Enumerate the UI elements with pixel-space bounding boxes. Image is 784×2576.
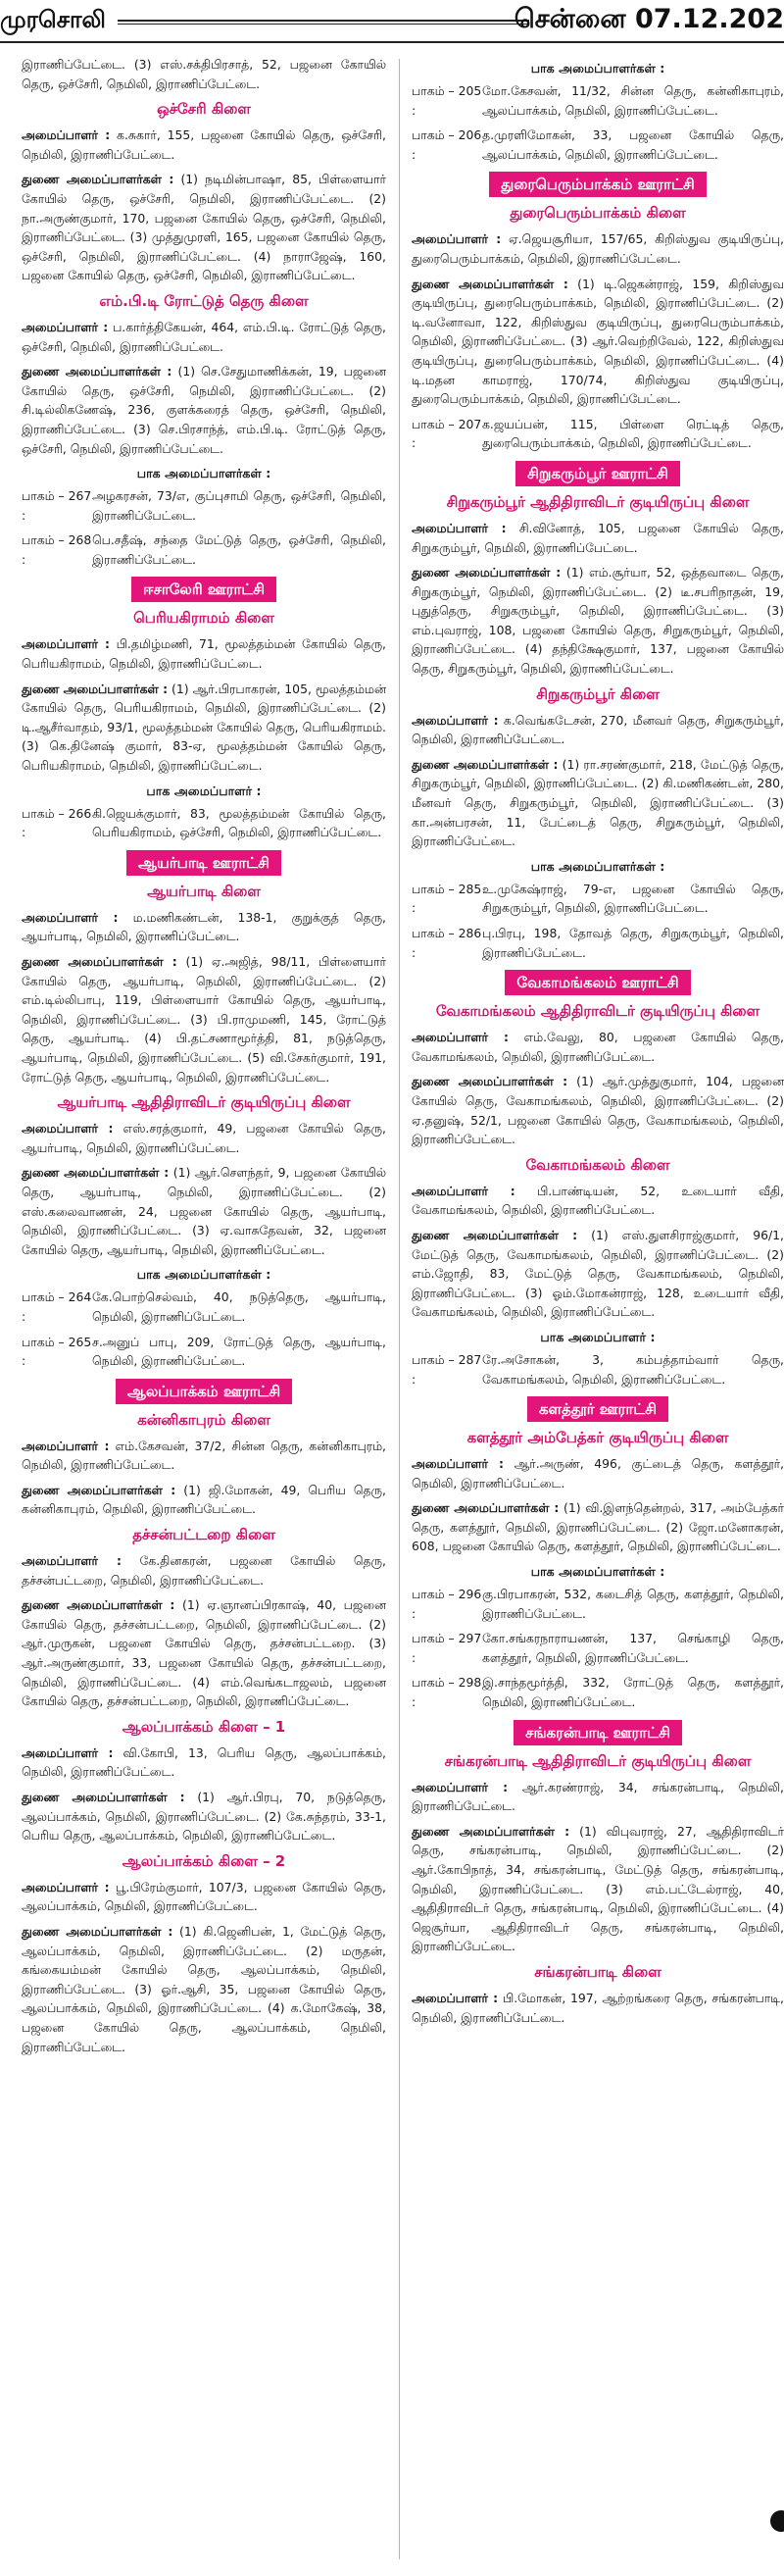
- list-entry: [22, 1788, 386, 1845]
- entry-label: அமைப்பாளர் :: [412, 1456, 504, 1472]
- entry-label: துணை அமைப்பாளர்கள் :: [22, 954, 177, 969]
- list-entry: [412, 519, 784, 557]
- entry-text: (1) டி.ஜெகன்ராஜ், 159, கிறிஸ்துவ குடியிருப்பு, துரைபெரும்பாக்கம், நெமிலி, இராணிப்பேட்டை. (2) டி.வனோவா, 122, கிறிஸ்துவ குடியிருப்பு, துரைபெரும்பாக்கம், நெமிலி, இராணிப்பேட்டை. (3) ஆர்.வெற்றிவேல், 122, கிறிஸ்துவ குடியிருப்பு, துரைபெரும்பாக்கம், நெமிலி, இராணிப்பேட்டை. (4) டி.மதன காமராஜ், 170/74, கிறிஸ்துவ குடியிருப்பு, துரைபெரும்பாக்கம், நெமிலி, இராணிப்பேட்டை.: [412, 276, 784, 407]
- bagam-number: பாகம் – 266 :: [22, 805, 92, 840]
- list-entry: [22, 1922, 386, 2056]
- branch-heading: ஒச்சேரி கிளை: [157, 100, 251, 119]
- entry-text: ஆர்.அருண், 496, குட்டைத் தெரு, களத்தூர், நெமிலி, இராணிப்பேட்டை.: [412, 1456, 784, 1490]
- entry-text: ப.கார்த்திகேயன், 464, எம்.பி.டி. ரோட்டுத் தெரு, ஒச்சேரி, நெமிலி, இராணிப்பேட்டை.: [22, 319, 386, 354]
- branch-heading: வேகாமங்கலம் கிளை: [525, 1155, 670, 1174]
- entry-text: (1) ஆர்.முத்துகுமார், 104, பஜனை கோயில் தெரு, வேகாமங்கலம், நெமிலி, இராணிப்பேட்டை. (2) ஏ.தனுஷ், 52/1, பஜனை கோயில் தெரு, வேகாமங்கலம், நெமிலி, இராணிப்பேட்டை.: [412, 1074, 784, 1147]
- panchayat-banner-label: ஈசாலேரி ஊராட்சி: [131, 577, 276, 602]
- entry-text: (1) ஆர்.பிரபு, 70, நடுத்தெரு, ஆலப்பாக்கம், நெமிலி, இராணிப்பேட்டை. (2) கே.சுந்தரம், 33-1, பெரிய தெரு, ஆலப்பாக்கம், நெமிலி, இராணிப்பேட்டை.: [22, 1790, 386, 1844]
- branch-heading: ஆயர்பாடி ஆதிதிராவிடர் குடியிருப்பு கிளை: [57, 1093, 351, 1112]
- entry-label: துணை அமைப்பாளர்கள் :: [22, 1790, 185, 1804]
- bagam-number: பாகம் – 297 :: [412, 1631, 482, 1665]
- entry-label: துணை அமைப்பாளர்கள் :: [22, 1165, 170, 1181]
- entry-text: எம்.வேலு, 80, பஜனை கோயில் தெரு, வேகாமங்கலம், நெமிலி, இராணிப்பேட்டை.: [412, 1030, 784, 1064]
- entry-text: வி.கோபி, 13, பெரிய தெரு, ஆலப்பாக்கம், நெமிலி, இராணிப்பேட்டை.: [22, 1744, 386, 1780]
- list-entry: [22, 55, 386, 93]
- bagam-number: பாகம் – 268 :: [22, 532, 92, 567]
- bagam-text: ச.அனுப் பாபு, 209, ரோட்டுத் தெரு, ஆயர்பாடி, நெமிலி, இராணிப்பேட்டை.: [92, 1334, 386, 1369]
- masthead: [0, 0, 784, 43]
- bagam-text: கி.ஜெயக்குமார், 83, மூலத்தம்மன் கோயில் தெரு, பெரியகிராமம், ஒச்சேரி, நெமிலி, இராணிப்பேட்டை.: [92, 805, 386, 840]
- entry-label: துணை அமைப்பாளர்கள் :: [22, 364, 172, 379]
- entry-label: அமைப்பாளர் :: [22, 1121, 114, 1136]
- branch-heading: ஆயர்பாடி கிளை: [147, 882, 261, 900]
- left-column: [22, 55, 386, 2565]
- branch-heading: கன்னிகாபுரம் கிளை: [137, 1410, 270, 1429]
- panchayat-banner-label: வேகாமங்கலம் ஊராட்சி: [505, 970, 690, 995]
- entry-label: துணை அமைப்பாளர்கள் :: [412, 1823, 570, 1839]
- entry-label: அமைப்பாளர் :: [22, 319, 109, 334]
- entry-label: அமைப்பாளர் :: [412, 1779, 509, 1794]
- entry-text: சி.வினோத், 105, பஜனை கோயில் தெரு, சிறுகரும்பூர், நெமிலி, இராணிப்பேட்டை.: [412, 520, 784, 555]
- bagam-text: பு.பிரபு, 198, தோவத் தெரு, சிறுகரும்பூர், நெமிலி, இராணிப்பேட்டை.: [482, 926, 784, 960]
- list-entry: [412, 1498, 784, 1556]
- bagam-entry: [412, 81, 784, 120]
- panchayat-banner-label: களத்தூர் ஊராட்சி: [527, 1396, 668, 1422]
- list-entry: [412, 711, 784, 749]
- panchayat-banner: [22, 1379, 386, 1404]
- section-subheading: பாக அமைப்பாளர்கள் :: [530, 61, 665, 76]
- bagam-entry: [412, 924, 784, 962]
- panchayat-banner: [412, 1720, 784, 1745]
- branch-heading: ஆலப்பாக்கம் கிளை – 1: [122, 1717, 286, 1736]
- bagam-number: பாகம் – 264 :: [22, 1289, 92, 1324]
- bagam-number: பாகம் – 207 :: [412, 416, 482, 451]
- entry-label: அமைப்பாளர் :: [412, 1030, 509, 1045]
- newspaper-title: முரசொலி: [0, 6, 106, 33]
- branch-heading: களத்தூர் அம்பேத்கர் குடியிருப்பு கிளை: [466, 1429, 729, 1447]
- bagam-text: ரே.அசோகன், 3, கம்பத்தாம்வார் தெரு, வேகாமங்கலம், நெமிலி, இராணிப்பேட்டை.: [482, 1351, 784, 1387]
- bagam-number: பாகம் – 287 :: [412, 1351, 482, 1387]
- entry-text: (1) ஆர்.சௌந்தர், 9, பஜனை கோயில் தெரு, ஆயர்பாடி, நெமிலி, இராணிப்பேட்டை. (2) எஸ்.கலைவாணன், 24, பஜனை கோயில் தெரு, ஆயர்பாடி, நெமிலி, இராணிப்பேட்டை. (3) ஏ.வாசுதேவன், 32, பஜனை கோயில் தெரு, ஆயர்பாடி, நெமிலி, இராணிப்பேட்டை.: [22, 1165, 386, 1257]
- entry-text: இராணிப்பேட்டை. (3) எஸ்.சக்திபிரசாத், 52, பஜனை கோயில் தெரு, ஒச்சேரி, நெமிலி, இராணிப்பேட்டை.: [22, 57, 386, 91]
- list-entry: [22, 952, 386, 1086]
- bagam-text: இ.சாந்தமூர்த்தி, 332, ரோட்டுத் தெரு, களத்தூர், நெமிலி, இராணிப்பேட்டை.: [482, 1675, 784, 1710]
- panchayat-banner-label: ஆலப்பாக்கம் ஊராட்சி: [116, 1379, 292, 1404]
- section-subheading: பாக அமைப்பாளர் :: [540, 1329, 656, 1344]
- branch-heading: சங்கரன்பாடி கிளை: [534, 1962, 662, 1981]
- entry-label: துணை அமைப்பாளர்கள் :: [412, 1227, 578, 1242]
- panchayat-banner: [412, 461, 784, 486]
- bagam-entry: [22, 530, 386, 569]
- list-entry: [22, 170, 386, 285]
- entry-text: (1) வி.இளந்தென்றல், 317, அம்பேத்கர் தெரு, களத்தூர், நெமிலி, இராணிப்பேட்டை. (2) ஜோ.மனோகரன், 608, பஜனை கோயில் தெரு, களத்தூர், நெமிலி, இராணிப்பேட்டை.: [412, 1500, 784, 1554]
- bagam-number: பாகம் – 298 :: [412, 1675, 482, 1710]
- entry-label: துணை அமைப்பாளர்கள் :: [22, 172, 174, 187]
- bagam-number: பாகம் – 265 :: [22, 1334, 92, 1369]
- entry-text: (1) ஏ.ஞானப்பிரகாஷ், 40, பஜனை கோயில் தெரு, தச்சன்பட்டறை, நெமிலி, இராணிப்பேட்டை. (2) ஆர்.முருகன், பஜனை கோயில் தெரு, தச்சன்பட்டறை. (3) ஆர்.அருண்குமார், 33, பஜனை கோயில் தெரு, தச்சன்பட்டறை, நெமிலி, இராணிப்பேட்டை. (4) எம்.வெங்கடாஜலம், பஜனை கோயில் தெரு, தச்சன்பட்டறை, நெமிலி, இராணிப்பேட்டை.: [22, 1597, 386, 1709]
- bagam-entry: [412, 1673, 784, 1711]
- bagam-number: பாகம் – 206 :: [412, 127, 482, 162]
- bagam-entry: [412, 126, 784, 164]
- panchayat-banner-label: சிறுகரும்பூர் ஊராட்சி: [515, 461, 680, 486]
- entry-text: பி.தமிழ்மணி, 71, மூலத்தம்மன் கோயில் தெரு, பெரியகிராமம், நெமிலி, இராணிப்பேட்டை.: [22, 636, 386, 672]
- bagam-text: பெ.சதீஷ், சந்தை மேட்டுத் தெரு, ஒச்சேரி, நெமிலி, இராணிப்பேட்டை.: [92, 532, 386, 567]
- section-subheading: பாக அமைப்பாளர்கள் :: [530, 858, 665, 874]
- bagam-entry: [412, 880, 784, 918]
- section-subheading: பாக அமைப்பாளர்கள் :: [136, 466, 271, 481]
- bagam-number: பாகம் – 285 :: [412, 881, 482, 916]
- bagam-entry: [412, 1629, 784, 1667]
- column-divider: [399, 59, 400, 2559]
- entry-label: அமைப்பாளர் :: [412, 1183, 515, 1198]
- panchayat-banner: [22, 850, 386, 876]
- bagam-number: பாகம் – 296 :: [412, 1587, 482, 1621]
- entry-label: துணை அமைப்பாளர்கள் :: [412, 1500, 560, 1516]
- branch-heading: சிறுகரும்பூர் கிளை: [536, 684, 660, 703]
- entry-label: துணை அமைப்பாளர்கள் :: [412, 1074, 568, 1089]
- right-column: [412, 55, 784, 2565]
- bagam-entry: [22, 1333, 386, 1371]
- list-entry: [412, 1778, 784, 1816]
- entry-text: ம.மணிகண்டன், 138-1, குறுக்குத் தெரு, ஆயர்பாடி, நெமிலி, இராணிப்பேட்டை.: [22, 909, 386, 944]
- bagam-entry: [412, 1350, 784, 1389]
- panchayat-banner-label: துரைபெரும்பாக்கம் ஊராட்சி: [489, 172, 706, 197]
- list-entry: [412, 563, 784, 679]
- bagam-text: த.முரளிமோகன், 33, பஜனை கோயில் தெரு, ஆலப்பாக்கம், நெமிலி, இராணிப்பேட்டை.: [482, 127, 784, 162]
- entry-label: அமைப்பாளர் :: [22, 1553, 122, 1569]
- entry-text: பூ.பிரேம்குமார், 107/3, பஜனை கோயில் தெரு, ஆலப்பாக்கம், நெமிலி, இராணிப்பேட்டை.: [22, 1879, 386, 1914]
- entry-text: (1) ரா.சரண்குமார், 218, மேட்டுத் தெரு, சிறுகரும்பூர், நெமிலி, இராணிப்பேட்டை. (2) கி.மணிகண்டன், 280, மீனவர் தெரு, சிறுகரும்பூர், நெமிலி, இராணிப்பேட்டை. (3) கா.அன்பரசன், 11, பேட்டைத் தெரு, சிறுகரும்பூர், நெமிலி, இராணிப்பேட்டை.: [412, 756, 784, 849]
- entry-label: அமைப்பாளர் :: [22, 127, 111, 143]
- list-entry: [22, 362, 386, 458]
- list-entry: [22, 1163, 386, 1259]
- panchayat-banner: [412, 1396, 784, 1422]
- list-entry: [412, 1989, 784, 2027]
- bagam-text: கோ.சங்கரநாராயணன், 137, செங்காழி தெரு, களத்தூர், நெமிலி, இராணிப்பேட்டை.: [482, 1631, 784, 1665]
- entry-text: (1) செ.சேதுமாணிக்கன், 19, பஜனை கோயில் தெரு, ஒச்சேரி, நெமிலி, இராணிப்பேட்டை. (2) சி.டில்லிகணேஷ், 236, குளக்கரைத் தெரு, ஒச்சேரி, நெமிலி, இராணிப்பேட்டை. (3) செ.பிரசாந்த், எம்.பி.டி. ரோட்டுத் தெரு, ஒச்சேரி, நெமிலி, இராணிப்பேட்டை.: [22, 364, 386, 456]
- bagam-number: பாகம் – 267 :: [22, 488, 92, 523]
- entry-label: அமைப்பாளர் :: [412, 520, 507, 535]
- panchayat-banner: [412, 172, 784, 197]
- entry-text: க.சுகார், 155, பஜனை கோயில் தெரு, ஒச்சேரி, நெமிலி, இராணிப்பேட்டை.: [22, 127, 386, 162]
- entry-label: அமைப்பாளர் :: [412, 231, 502, 247]
- bagam-entry: [22, 1288, 386, 1326]
- entry-label: அமைப்பாளர் :: [412, 1990, 499, 2005]
- city-date: சென்னை 07.12.202: [514, 4, 784, 34]
- list-entry: [22, 1878, 386, 1916]
- list-entry: [412, 1454, 784, 1492]
- entry-label: அமைப்பாளர் :: [22, 909, 119, 925]
- entry-text: எஸ்.சரத்குமார், 49, பஜனை கோயில் தெரு, ஆயர்பாடி, நெமிலி, இராணிப்பேட்டை.: [22, 1121, 386, 1155]
- bagam-entry: [412, 1585, 784, 1623]
- entry-text: ஆர்.கரண்ராஜ், 34, சங்கரன்பாடி, நெமிலி, இராணிப்பேட்டை.: [412, 1779, 784, 1814]
- bagam-text: அழகரசன், 73/எ, குப்புசாமி தெரு, ஒச்சேரி, நெமிலி, இராணிப்பேட்டை.: [92, 488, 386, 523]
- bagam-text: மோ.கேசவன், 11/32, சின்ன தெரு, கன்னிகாபுரம், ஆலப்பாக்கம், நெமிலி, இராணிப்பேட்டை.: [482, 83, 784, 118]
- entry-text: (1) ஆர்.பிரபாகரன், 105, மூலத்தம்மன் கோயில் தெரு, பெரியகிராமம், நெமிலி, இராணிப்பேட்டை. (2) டி.ஆசீர்வாதம், 93/1, மூலத்தம்மன் கோயில் தெரு, பெரியகிராமம். (3) கெ.தினேஷ் குமார், 83-ஏ, மூலத்தம்மன் கோயில் தெரு, பெரியகிராமம், நெமிலி, இராணிப்பேட்டை.: [22, 681, 386, 774]
- entry-text: (1) விபுவராஜ், 27, ஆதிதிராவிடர் தெரு, சங்கரன்பாடி, நெமிலி, இராணிப்பேட்டை. (2) ஆர்.கோபிநாத், 34, சங்கரன்பாடி, மேட்டுத் தெரு, சங்கரன்பாடி, நெமிலி, இராணிப்பேட்டை. (3) எம்.பட்டேல்ராஜ், 40, ஆதிதிராவிடர் தெரு, சங்கரன்பாடி, நெமிலி, இராணிப்பேட்டை. (4) ஜெசூர்யா, ஆதிதிராவிடர் தெரு, சங்கரன்பாடி, நெமிலி, இராணிப்பேட்டை.: [412, 1823, 784, 1954]
- list-entry: [412, 1028, 784, 1066]
- entry-label: துணை அமைப்பாளர்கள் :: [412, 756, 559, 772]
- entry-label: அமைப்பாளர் :: [22, 636, 110, 652]
- list-entry: [412, 1182, 784, 1220]
- panchayat-banner: [22, 577, 386, 602]
- branch-heading: துரைபெரும்பாக்கம் கிளை: [510, 204, 686, 223]
- section-subheading: பாக அமைப்பாளர்கள் :: [136, 1267, 271, 1283]
- list-entry: [22, 908, 386, 946]
- entry-label: அமைப்பாளர் :: [22, 1744, 114, 1760]
- bagam-entry: [22, 804, 386, 842]
- entry-text: பி.மோகன், 197, ஆற்றங்கரை தெரு, சங்கரன்பாடி, நெமிலி, இராணிப்பேட்டை.: [412, 1990, 784, 2025]
- list-entry: [22, 1437, 386, 1475]
- list-entry: [22, 634, 386, 673]
- entry-text: பி.பாண்டியன், 52, உடையார் வீதி, வேகாமங்கலம், நெமிலி, இராணிப்பேட்டை.: [412, 1183, 784, 1218]
- list-entry: [412, 755, 784, 851]
- bagam-entry: [22, 486, 386, 525]
- bagam-text: கே.பொற்செல்வம், 40, நடுத்தெரு, ஆயர்பாடி, நெமிலி, இராணிப்பேட்டை.: [92, 1289, 386, 1324]
- bagam-number: பாகம் – 205 :: [412, 83, 482, 118]
- entry-text: (1) எஸ்.துளசிராஜ்குமார், 96/1, மேட்டுத் தெரு, வேகாமங்கலம், நெமிலி, இராணிப்பேட்டை. (2) எம்.ஜோதி, 83, மேட்டுத் தெரு, வேகாமங்கலம், நெமிலி, இராணிப்பேட்டை. (3) ஓம்.மோகன்ராஜ், 128, உடையார் வீதி, வேகாமங்கலம், நெமிலி, இராணிப்பேட்டை.: [412, 1227, 784, 1320]
- entry-label: அமைப்பாளர் :: [22, 1438, 110, 1453]
- entry-label: துணை அமைப்பாளர்கள் :: [22, 1482, 176, 1497]
- entry-text: (1) நடிமின்பாஷா, 85, பிள்ளையார் கோயில் தெரு, ஒச்சேரி, நெமிலி, இராணிப்பேட்டை. (2) நா.அருண்குமார், 170, பஜனை கோயில் தெரு, ஒச்சேரி, நெமிலி, இராணிப்பேட்டை. (3) முத்துமுரளி, 165, பஜனை கோயில் தெரு, ஒச்சேரி, நெமிலி, இராணிப்பேட்டை. (4) நாராஜேஷ், 160, பஜனை கோயில் தெரு, ஒச்சேரி, நெமிலி, இராணிப்பேட்டை.: [22, 172, 386, 283]
- entry-label: துணை அமைப்பாளர்கள் :: [22, 681, 169, 696]
- list-entry: [412, 275, 784, 409]
- entry-label: துணை அமைப்பாளர்கள் :: [412, 276, 568, 291]
- entry-text: ஏ.ஜெயசூரியா, 157/65, கிறிஸ்துவ குடியிருப்பு, துரைபெரும்பாக்கம், நெமிலி, இராணிப்பேட்டை.: [412, 231, 784, 266]
- branch-heading: ஆலப்பாக்கம் கிளை – 2: [122, 1851, 286, 1870]
- section-subheading: பாக அமைப்பாளர் :: [146, 783, 262, 798]
- entry-text: (1) கி.ஜெனிபன், 1, மேட்டுத் தெரு, ஆலப்பாக்கம், நெமிலி, இராணிப்பேட்டை. (2) மருதன், கங்கையம்மன் கோயில் தெரு, ஆலப்பாக்கம், நெமிலி, இராணிப்பேட்டை. (3) ஓர்.ஆசி, 35, பஜனை கோயில் தெரு, ஆலப்பாக்கம், நெமிலி, இராணிப்பேட்டை. (4) க.மோகேஷ், 38, பஜனை கோயில் தெரு, ஆலப்பாக்கம், நெமிலி, இராணிப்பேட்டை.: [22, 1923, 386, 2054]
- list-entry: [22, 1119, 386, 1157]
- entry-text: க.வெங்கடேசன், 270, மீனவர் தெரு, சிறுகரும்பூர், நெமிலி, இராணிப்பேட்டை.: [412, 712, 784, 747]
- panchayat-banner: [412, 970, 784, 995]
- branch-heading: தச்சன்பட்டறை கிளை: [132, 1526, 275, 1544]
- branch-heading: எம்.பி.டி ரோட்டுத் தெரு கிளை: [99, 291, 309, 310]
- entry-label: அமைப்பாளர் :: [412, 712, 499, 728]
- branch-heading: வேகாமங்கலம் ஆதிதிராவிடர் குடியிருப்பு கிளை: [435, 1002, 760, 1021]
- entry-label: துணை அமைப்பாளர்கள் :: [22, 1597, 175, 1613]
- list-entry: [22, 680, 386, 776]
- entry-text: (1) ஜி.மோகன், 49, பெரிய தெரு, கன்னிகாபுரம், நெமிலி, இராணிப்பேட்டை.: [22, 1482, 386, 1517]
- bagam-number: பாகம் – 286 :: [412, 926, 482, 960]
- bagam-text: உ.முகேஷ்ராஜ், 79-எ, பஜனை கோயில் தெரு, சிறுகரும்பூர், நெமிலி, இராணிப்பேட்டை.: [482, 881, 784, 916]
- list-entry: [22, 318, 386, 356]
- panchayat-banner-label: சங்கரன்பாடி ஊராட்சி: [514, 1720, 682, 1745]
- entry-label: துணை அமைப்பாளர்கள் :: [22, 1923, 173, 1939]
- branch-heading: பெரியகிராமம் கிளை: [133, 609, 274, 628]
- entry-text: கே.தினகரன், பஜனை கோயில் தெரு, தச்சன்பட்டறை, நெமிலி, இராணிப்பேட்டை.: [22, 1553, 386, 1588]
- list-entry: [22, 1551, 386, 1590]
- list-entry: [22, 126, 386, 164]
- branch-heading: சங்கரன்பாடி ஆதிதிராவிடர் குடியிருப்பு கிளை: [444, 1751, 752, 1770]
- entry-label: அமைப்பாளர் :: [22, 1879, 110, 1894]
- list-entry: [412, 1226, 784, 1322]
- bagam-entry: [412, 415, 784, 453]
- section-subheading: பாக அமைப்பாளர்கள் :: [530, 1564, 665, 1580]
- masthead-rule: [118, 20, 529, 25]
- list-entry: [22, 1481, 386, 1519]
- list-entry: [22, 1743, 386, 1782]
- list-entry: [412, 1822, 784, 1956]
- bagam-text: க.ஜயப்பன், 115, பிள்ளை ரெட்டித் தெரு, துரைபெரும்பாக்கம், நெமிலி, இராணிப்பேட்டை.: [482, 416, 784, 451]
- bagam-text: கு.பிரபாகரன், 532, கடைசித் தெரு, களத்தூர், நெமிலி, இராணிப்பேட்டை.: [482, 1587, 784, 1621]
- entry-text: எம்.கேசவன், 37/2, சின்ன தெரு, கன்னிகாபுரம், நெமிலி, இராணிப்பேட்டை.: [22, 1438, 386, 1473]
- entry-label: துணை அமைப்பாளர்கள் :: [412, 565, 562, 581]
- entry-text: (1) ஏ.அஜித், 98/11, பிள்ளையார் கோயில் தெரு, ஆயர்பாடி, நெமிலி, இராணிப்பேட்டை. (2) எம்.டில்லிபாபு, 119, பிள்ளையார் கோயில் தெரு, ஆயர்பாடி, நெமிலி, இராணிப்பேட்டை. (3) பி.ராமுமணி, 145, ரோட்டுத் தெரு, ஆயர்பாடி. (4) பி.தட்சணாமூர்த்தி, 81, நடுத்தெரு, ஆயர்பாடி, நெமிலி, இராணிப்பேட்டை. (5) வி.சேகர்குமார், 191, ரோட்டுத் தெரு, ஆயர்பாடி, நெமிலி, இராணிப்பேட்டை.: [22, 954, 386, 1085]
- entry-text: (1) எம்.சூர்யா, 52, ஒத்தவாடை தெரு, சிறுகரும்பூர், நெமிலி, இராணிப்பேட்டை. (2) டீ.சபரிநாதன், 19, புதுத்தெரு, சிறுகரும்பூர், நெமிலி, இராணிப்பேட்டை. (3) எம்.புவராஜ், 108, பஜனை கோயில் தெரு, சிறுகரும்பூர், நெமிலி, இராணிப்பேட்டை. (4) தந்திக்ஷேகுமார், 137, பஜனை கோயில் தெரு, சிறுகரும்பூர், நெமிலி, இராணிப்பேட்டை.: [412, 565, 784, 677]
- panchayat-banner-label: ஆயர்பாடி ஊராட்சி: [126, 850, 281, 876]
- list-entry: [412, 1072, 784, 1148]
- list-entry: [22, 1595, 386, 1711]
- branch-heading: சிறுகரும்பூர் ஆதிதிராவிடர் குடியிருப்பு கிளை: [446, 492, 750, 511]
- list-entry: [412, 229, 784, 268]
